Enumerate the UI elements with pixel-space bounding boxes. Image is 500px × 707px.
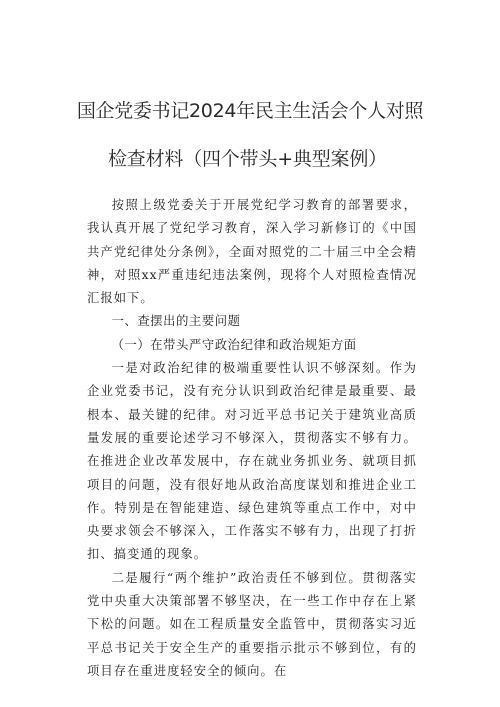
intro-paragraph: 按照上级党委关于开展党纪学习教育的部署要求，我认真开展了党纪学习教育，深入学习新修订的《中国共产党纪律处分条例》，全面对照党的二十届三中全会精神，对照xx严重违纪违法案例，现将个人对照检查情况汇报如下。 [87, 198, 417, 306]
document-title-line2: 检查材料（四个带头+典型案例） [108, 148, 387, 170]
subsection-heading: （一）在带头严守政治纪律和政治规矩方面 [111, 337, 357, 352]
body-paragraph-1: 一是对政治纪律的极端重要性认识不够深刻。作为企业党委书记，没有充分认识到政治纪律是最重要、最根本、最关键的纪律。对习近平总书记关于建筑业高质量发展的重要论述学习不够深入，贯彻落实不够有力。在推进企业改革发展中，存在就业务抓业务、就项目抓项目的问题，没有很好地从政治高度谋划和推进企业工作。特别是在智能建造、绿色建筑等重点工作中，对中央要求领会不够深入，工作落实不够有力，出现了打折扣、搞变通的现象。 [87, 361, 417, 562]
document-body [87, 194, 417, 683]
section-heading: 一、查摆出的主要问题 [111, 314, 241, 329]
body-paragraph-2: 二是履行“两个维护”政治责任不够到位。贯彻落实党中央重大决策部署不够坚决，在一些工作中存在上紧下松的问题。如在工程质量安全监管中，贯彻落实习近平总书记关于安全生产的重要指示批示不够到位，有的项目存在重进度轻安全的倾向。在 [87, 570, 417, 678]
document-title-line1: 国企党委书记2024年民主生活会个人对照 [76, 100, 424, 122]
